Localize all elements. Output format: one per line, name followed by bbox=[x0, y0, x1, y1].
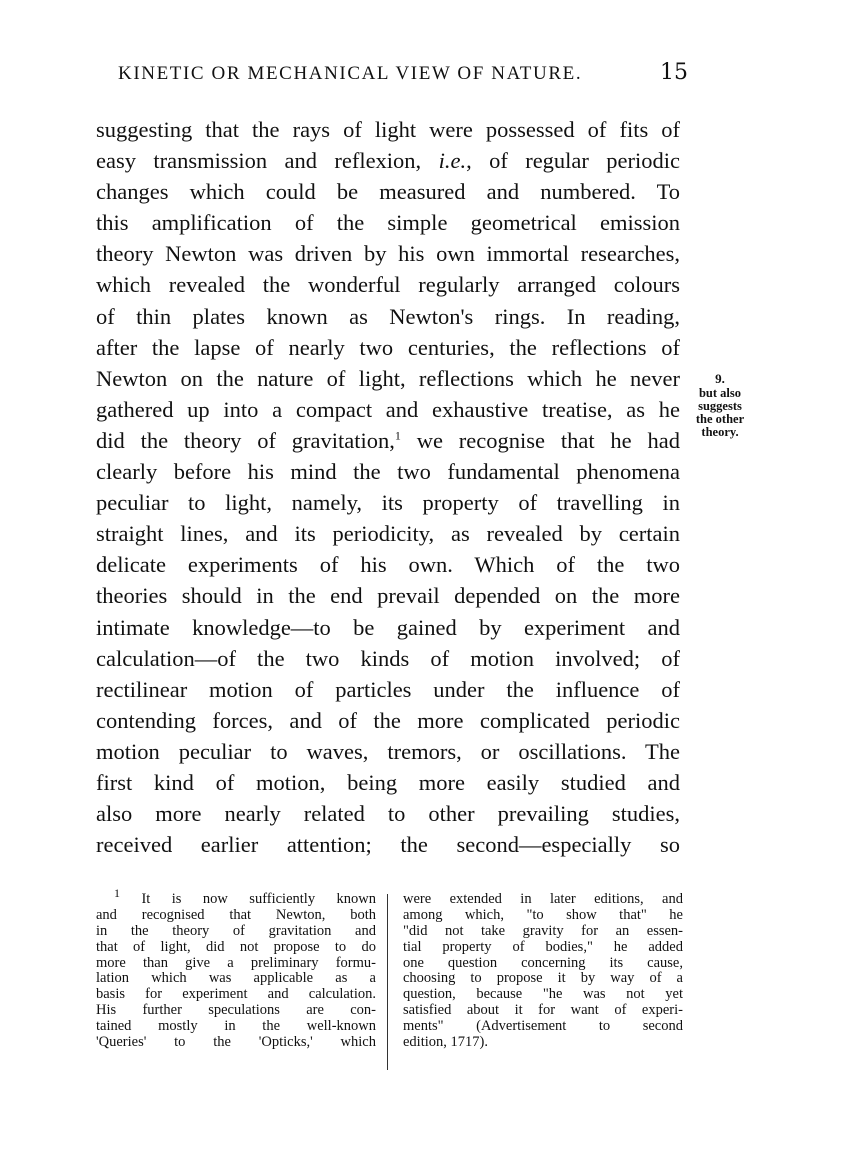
body-line: calculation—of the two kinds of motion involved; of bbox=[96, 645, 680, 671]
footnote-line: more than give a preliminary formu- bbox=[96, 954, 376, 971]
body-line-ie bbox=[96, 145, 680, 176]
footnote-line: satisfied about it for want of experi- bbox=[403, 1002, 683, 1019]
margin-note-line: suggests bbox=[698, 399, 742, 413]
body-line: also more nearly related to other prevailing studies, bbox=[96, 801, 680, 827]
footnote-line: question, because "he was not yet bbox=[403, 986, 683, 1003]
body-line: gathered up into a compact and exhaustive treatise, as he bbox=[96, 396, 680, 422]
footnote-line-text: It is now sufficiently known bbox=[141, 891, 376, 907]
footnote-line: tial property of bodies," he added bbox=[403, 938, 683, 955]
body-line: motion peculiar to waves, tremors, or oscillations. The bbox=[96, 738, 680, 764]
margin-note-number: 9. bbox=[715, 371, 725, 386]
footnote-line: and recognised that Newton, both bbox=[96, 906, 376, 923]
footnote-line: choosing to propose it by way of a bbox=[403, 970, 683, 987]
footnote-column-divider bbox=[387, 894, 388, 1070]
body-line: of thin plates known as Newton's rings. In reading, bbox=[96, 303, 680, 329]
footnote-line: ments" (Advertisement to second bbox=[403, 1018, 683, 1035]
footnote-line: were extended in later editions, and bbox=[403, 891, 683, 907]
body-line: peculiar to light, namely, its property of travelling in bbox=[96, 490, 680, 516]
body-line-part: did the theory of gravitation, bbox=[96, 427, 395, 453]
body-line: clearly before his mind the two fundamental phenomena bbox=[96, 459, 680, 485]
footnote-reference[interactable]: 1 bbox=[394, 428, 401, 443]
page-number: 15 bbox=[660, 60, 688, 85]
footnote-line: that of light, did not propose to do bbox=[96, 938, 376, 955]
margin-note bbox=[684, 372, 756, 439]
footnote-column-right bbox=[403, 892, 683, 1051]
body-line-ie-b: , of regular periodic bbox=[466, 148, 681, 174]
footnotes bbox=[96, 886, 683, 1072]
running-head bbox=[118, 62, 688, 85]
footnote-line: in the theory of gravitation and bbox=[96, 922, 376, 939]
footnote-line-first bbox=[96, 886, 376, 908]
footnote-line: one question concerning its cause, bbox=[403, 954, 683, 971]
body-line: received earlier attention; the second—especially so bbox=[96, 832, 680, 858]
footnote-marker: 1 bbox=[114, 886, 120, 901]
running-head-title: KINETIC OR MECHANICAL VIEW OF NATURE. bbox=[118, 63, 583, 84]
body-line: straight lines, and its periodicity, as revealed by certain bbox=[96, 521, 680, 547]
body-text bbox=[96, 114, 680, 860]
body-line: Newton on the nature of light, reflections which he never bbox=[96, 365, 680, 391]
margin-note-line: theory. bbox=[701, 425, 739, 439]
body-line: changes which could be measured and numbered. To bbox=[96, 179, 680, 205]
footnote-line: "did not take gravity for an essen- bbox=[403, 922, 683, 939]
body-line: rectilinear motion of particles under the influence of bbox=[96, 676, 680, 702]
footnote-line: tained mostly in the well-known bbox=[96, 1018, 376, 1035]
body-line: first kind of motion, being more easily studied and bbox=[96, 769, 680, 795]
body-line: suggesting that the rays of light were possessed of fits of bbox=[96, 117, 680, 142]
body-line-part: we recognise that he had bbox=[400, 427, 680, 453]
body-line: theory Newton was driven by his own immortal researches, bbox=[96, 241, 680, 267]
footnote-line: edition, 1717). bbox=[403, 1034, 488, 1051]
body-line: intimate knowledge—to be gained by experiment and bbox=[96, 614, 680, 640]
body-line-ie-a: easy transmission and reflexion, bbox=[96, 148, 439, 174]
body-line: after the lapse of nearly two centuries, the reflections of bbox=[96, 334, 680, 360]
body-line: theories should in the end prevail depended on the more bbox=[96, 583, 680, 609]
margin-note-line: but also bbox=[698, 386, 742, 400]
body-line-ie-italic: i.e. bbox=[438, 148, 467, 174]
footnote-line: basis for experiment and calculation. bbox=[96, 986, 376, 1003]
body-line: delicate experiments of his own. Which of the two bbox=[96, 552, 680, 578]
body-line: this amplification of the simple geometrical emission bbox=[96, 210, 680, 236]
footnote-line: His further speculations are con- bbox=[96, 1002, 376, 1019]
footnote-line: among which, "to show that" he bbox=[403, 906, 683, 923]
body-line: which revealed the wonderful regularly arranged colours bbox=[96, 272, 680, 298]
body-line-with-footnote-ref bbox=[96, 425, 680, 456]
footnote-line: 'Queries' to the 'Opticks,' which bbox=[96, 1034, 376, 1051]
body-line: contending forces, and of the more complicated periodic bbox=[96, 707, 680, 733]
margin-note-line: the other bbox=[695, 412, 745, 426]
footnote-column-left bbox=[96, 886, 376, 1051]
footnote-line: lation which was applicable as a bbox=[96, 970, 376, 987]
